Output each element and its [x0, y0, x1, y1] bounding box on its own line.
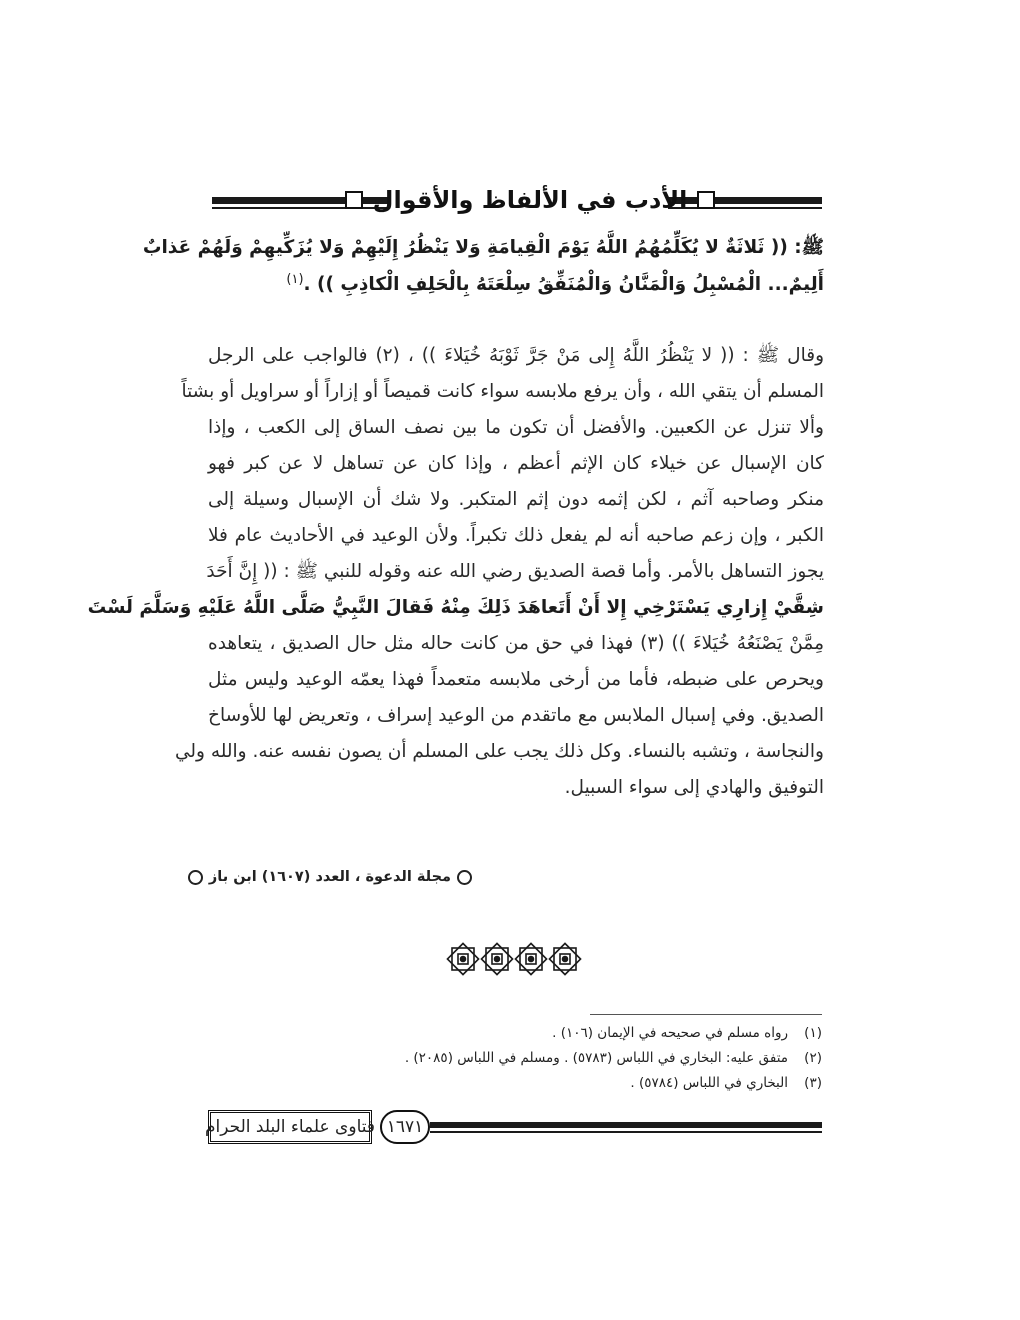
- footer-rule-thin: [430, 1131, 822, 1133]
- body-line: شِقَّيْ إِزارِي يَسْتَرْخِي إِلا أَنْ أَتَعاهَدَ ذَلِكَ مِنْهُ فَقالَ النَّبِيُّ صَلَّى اللَّهُ عَلَيْهِ وَسَلَّمَ لَسْتَ: [87, 597, 824, 618]
- body-line: مِمَّنْ يَصْنَعُهُ خُيَلاءَ )) (٣) فهذا في حق من كانت حاله مثل حال الصديق ، يتعاهده: [208, 633, 824, 654]
- header-rule-right: [668, 197, 822, 204]
- footnote-separator: [590, 1014, 822, 1015]
- body-line: الصديق. وفي إسبال الملابس مع ماتقدم من الوعيد إسراف ، وتعريض لها للأوساخ: [208, 705, 824, 726]
- square-ornament-icon: [697, 191, 715, 209]
- body-line: كان الإسبال عن خيلاء كان الإثم أعظم ، وإذا كان عن تساهل لا عن كبر فهو: [208, 453, 824, 474]
- body-line: أَلِيمٌ... الْمُسْبِلُ وَالْمَنَّانُ وَالْمُنَفِّقُ سِلْعَتَهُ بِالْحَلِفِ الْكاذِبِ )) .$^{(١)}$: [286, 272, 824, 296]
- body-line: منكر وصاحبه آثم ، لكن إثمه دون إثم المتكبر. ولا شك أن الإسبال وسيلة إلى: [208, 489, 824, 510]
- header-rule-left-thin: [212, 207, 390, 209]
- body-line: وألا تنزل عن الكعبين. والأفضل أن تكون ما بين نصف الساق إلى الكعب ، وإذا: [208, 417, 824, 438]
- chapter-header: [372, 178, 688, 222]
- footnote: (١)رواه مسلم في صحيحه في الإيمان (١٠٦) .: [552, 1025, 822, 1041]
- source-text: مجلة الدعوة ، العدد (١٦٠٧) ابن باز: [208, 869, 451, 885]
- body-line: وقال ﷺ : (( لا يَنْظُرُ اللَّهُ إِلى مَنْ جَرَّ ثَوْبَهُ خُيَلاءَ )) ، (٢) فالواجب على الرجل: [208, 345, 825, 366]
- circle-bullet-icon: [457, 870, 472, 885]
- body-line: يجوز التساهل بالأمر. وأما قصة الصديق رضي الله عنه وقوله للنبي ﷺ : (( إِنَّ أَحَدَ: [206, 561, 824, 582]
- book-title-box: [204, 1110, 376, 1144]
- body-line: ﷺ: (( ثَلاثَةٌ لا يُكَلِّمُهُمُ اللَّهُ يَوْمَ الْقِيامَةِ وَلا يَنْظُرُ إِلَيْهِمْ وَلا يُزَكِّيهِمْ وَلَهُمْ عَذابٌ: [142, 237, 824, 258]
- body-line: والنجاسة ، وتشبه بالنساء. وكل ذلك يجب على المسلم أن يصون نفسه عنه. والله ولي: [174, 741, 824, 762]
- decorative-ornament-icon: [446, 936, 582, 982]
- body-line: الكبر ، وإن زعم صاحبه أنه لم يفعل ذلك تكبراً. ولأن الوعيد في الأحاديث عام فلا: [208, 525, 824, 546]
- source-citation: [208, 864, 472, 890]
- circle-bullet-icon: [188, 870, 203, 885]
- footnote: (٢)متفق عليه: البخاري في اللباس (٥٧٨٣) . ومسلم في اللباس (٢٠٨٥) .: [404, 1050, 822, 1066]
- footnote: (٣)البخاري في اللباس (٥٧٨٤) .: [630, 1075, 822, 1091]
- header-rule-left: [212, 197, 390, 204]
- body-line: المسلم أن يتقي الله ، وأن يرفع ملابسه سواء كانت قميصاً أو إزاراً أو سراويل أو بشتاً: [181, 381, 824, 402]
- page-number: ١٦٧١: [380, 1110, 430, 1144]
- body-line: ويحرص على ضبطه، فأما من أرخى ملابسه متعمداً فهذا يعمّه الوعيد وليس مثل: [208, 669, 824, 690]
- book-title: فتاوى علماء البلد الحرام: [204, 1117, 376, 1137]
- chapter-title: الأدب في الألفاظ والأقوال: [372, 186, 688, 214]
- square-ornament-icon: [345, 191, 363, 209]
- footnote-marker: (١): [286, 272, 304, 287]
- footer-rule: [430, 1122, 822, 1128]
- body-line: التوفيق والهادي إلى سواء السبيل.: [564, 777, 824, 798]
- header-rule-right-thin: [668, 207, 822, 209]
